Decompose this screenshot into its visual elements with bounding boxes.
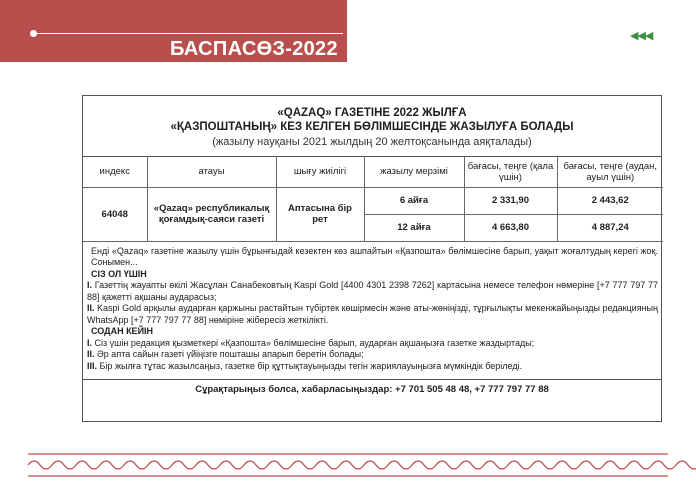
banner-title: БАСПАСӨЗ-2022: [170, 38, 338, 60]
column-header: бағасы, теңге (қала үшін): [464, 157, 557, 187]
list-item: [87, 303, 658, 326]
column-header: индекс: [83, 157, 147, 187]
price-rural-cell: 2 443,62: [557, 187, 663, 214]
section2-title: СОДАН КЕЙІН: [91, 326, 154, 336]
list-item: [87, 280, 658, 303]
notice-title-line2: «ҚАЗПОШТАНЫҢ» КЕЗ КЕЛГЕН БӨЛІМШЕСІНДЕ ЖАЗЫЛУҒА БОЛАДЫ: [170, 121, 574, 133]
list-text: Газеттің жауапты өкілі Жасұлан Санабековтың Kaspi Gold [4400 4301 2398 7262] картасына немесе телефон нөмеріне [+7 777 797 77 88] қажетті ақшаны аударасыз;: [87, 280, 658, 302]
list-number: II.: [87, 303, 95, 313]
notice-title-line1: «QAZAQ» ГАЗЕТІНЕ 2022 ЖЫЛҒА: [277, 107, 467, 119]
list-number: III.: [87, 360, 98, 371]
ornament-border: [0, 450, 696, 480]
price-rural-cell: 4 887,24: [557, 214, 663, 241]
contact-line: Сұрақтарыңыз болса, хабарласыңыздар: +7 701 505 48 48, +7 777 797 77 88: [195, 383, 549, 395]
list-text: Бір жылға тұтас жазылсаңыз, газетке бір құттықтауыңызды тегін жариялауыңызға мүмкіндік беріледі.: [99, 360, 523, 371]
period-cell: 12 айға: [364, 214, 464, 241]
price-city-cell: 4 663,80: [464, 214, 557, 241]
table-header-row: [83, 157, 663, 187]
header-banner: [0, 0, 347, 62]
frequency-cell: Аптасына бір рет: [276, 187, 364, 241]
left-arrows-icon: ◀◀◀: [630, 30, 653, 42]
index-cell: 64048: [83, 187, 147, 241]
section1-title: СІЗ ОЛ ҮШІН: [91, 268, 147, 279]
list-item: [87, 361, 658, 373]
list-text: Kaspi Gold арқылы аударған қаржыны растайтын түбіртек көшірмесін және аты-жөніңізді, тұрғылықты мекенжайыңызды редакцияның WhatsApp [+7 777 797 77 88] нөміріне жібересіз жеткілікті.: [87, 303, 658, 325]
period-cell: 6 айға: [364, 187, 464, 214]
instructions: [83, 242, 661, 380]
name-cell: «Qazaq» республикалық қоғамдық-саяси газеті: [147, 187, 276, 241]
subscription-notice: [82, 95, 662, 422]
price-table: [83, 157, 663, 242]
list-number: I.: [87, 280, 93, 290]
ornament-pattern: [28, 454, 696, 476]
list-item: [87, 338, 658, 350]
table-row: [83, 187, 663, 214]
notice-header: [83, 96, 661, 157]
banner-line: [33, 33, 343, 34]
column-header: шығу жиілігі: [276, 157, 364, 187]
list-number: II.: [87, 349, 95, 359]
price-city-cell: 2 331,90: [464, 187, 557, 214]
list-number: I.: [87, 337, 93, 348]
column-header: атауы: [147, 157, 276, 187]
list-text: Әр апта сайын газеті үйіңізге пошташы апарып беретін болады;: [97, 349, 364, 359]
column-header: жазылу мерзімі: [364, 157, 464, 187]
intro-text: Енді «Qazaq» газетіне жазылу үшін бұрынғыдай кезектен көз ашпайтын «Қазпошта» бөлімшесіне барып, уақыт жоғалтудың керегі жоқ. Сонымен...: [91, 245, 658, 267]
list-text: Сіз үшін редакция қызметкері «Қазпошта» бөлімшесіне барып, аударған ақшаңызға газетке жаздыртады;: [94, 337, 535, 348]
list-item: [87, 349, 658, 361]
column-header: бағасы, теңге (аудан, ауыл үшін): [557, 157, 663, 187]
notice-subtitle: (жазылу науқаны 2021 жылдың 20 желтоқсанында аяқталады): [212, 136, 532, 148]
